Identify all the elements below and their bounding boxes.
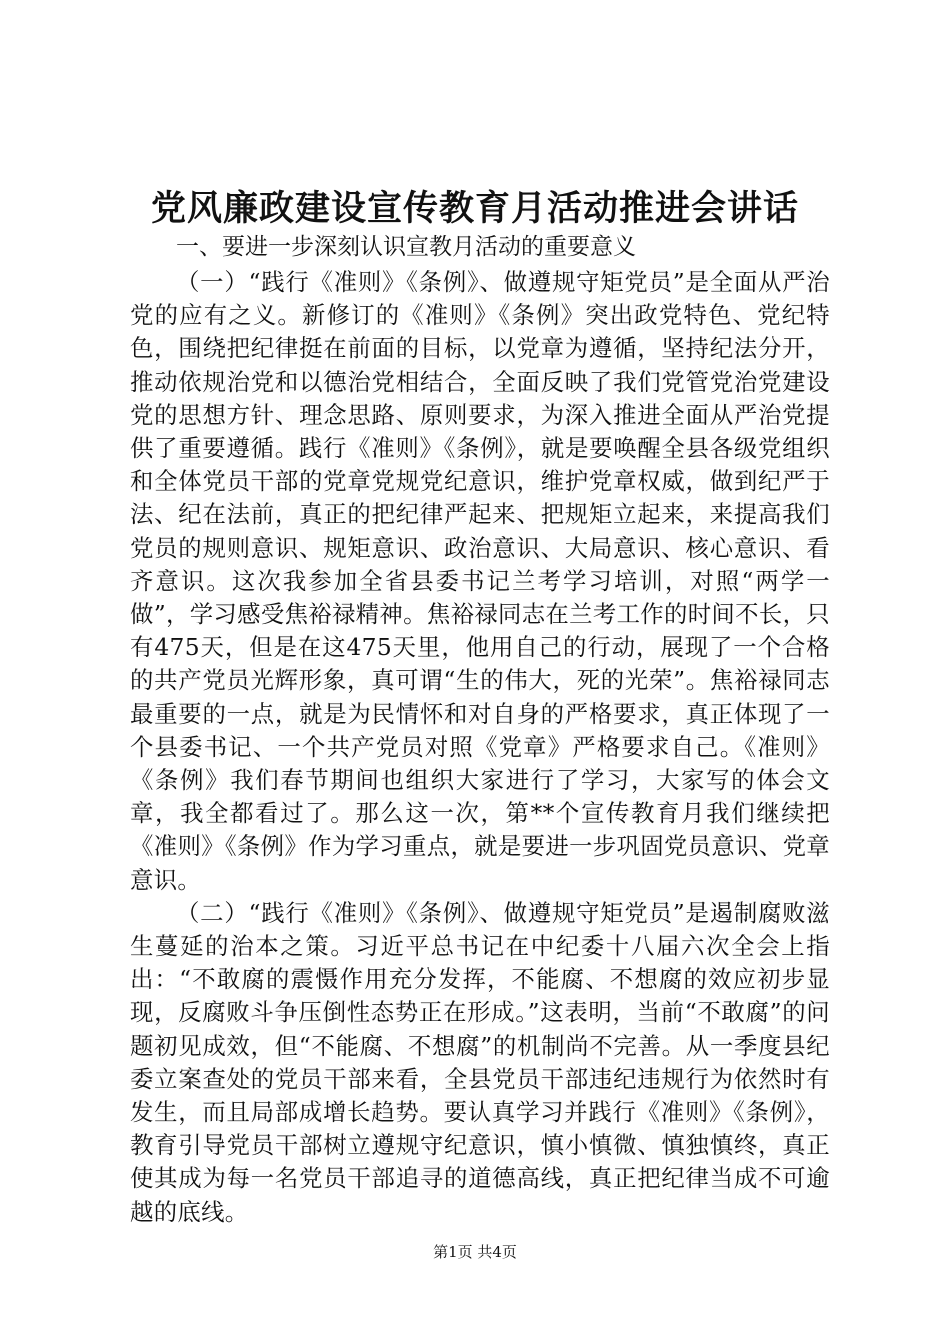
paragraph-1: （一）“践行《准则》《条例》、做遵规守矩党员”是全面从严治党的应有之义。新修订的《准则》《条例》突出政党特色、党纪特色，围绕把纪律挺在前面的目标，以党章为遵循，坚持纪法分开，推动依规治党和以德治党相结合，全面反映了我们党管党治党建设党的思想方针、理念思路、原则要求，为深入推进全面从严治党提供了重要遵循。践行《准则》《条例》，就是要唤醒全县各级党组织和全体党员干部的党章党规党纪意识，维护党章权威，做到纪严于法、纪在法前，真正的把纪律严起来、把规矩立起来，来提高我们党员的规则意识、规矩意识、政治意识、大局意识、核心意识、看齐意识。这次我参加全省县委书记兰考学习培训，对照“两学一做”，学习感受焦裕禄精神。焦裕禄同志在兰考工作的时间不长，只有475天，但是在这475天里，他用自己的行动，展现了一个合格的共产党员光辉形象，真可谓“生的伟大，死的光荣”。焦裕禄同志最重要的一点，就是为民情怀和对自身的严格要求，真正体现了一个县委书记、一个共产党员对照《党章》严格要求自己。《准则》《条例》我们春节期间也组织大家进行了学习，大家写的体会文章，我全都看过了。那么这一次，第**个宣传教育月我们继续把《准则》《条例》作为学习重点，就是要进一步巩固党员意识、党章意识。 [130,268,830,894]
paragraph-2: （二）“践行《准则》《条例》、做遵规守矩党员”是遏制腐败滋生蔓延的治本之策。习近平总书记在中纪委十八届六次全会上指出：“不敢腐的震慑作用充分发挥，不能腐、不想腐的效应初步显现，反腐败斗争压倒性态势正在形成。”这表明，当前“不敢腐”的问题初见成效，但“不能腐、不想腐”的机制尚不完善。从一季度县纪委立案查处的党员干部来看，全县党员干部违纪违规行为依然时有发生，而且局部成增长趋势。要认真学习并践行《准则》《条例》，教育引导党员干部树立遵规守纪意识，慎小慎微、慎独慎终，真正使其成为每一名党员干部追寻的道德高线，真正把纪律当成不可逾越的底线。 [130,898,830,1226]
document-body [130,231,830,1229]
page-number-footer: 第1页 共4页 [433,1243,517,1261]
document-title: 党风廉政建设宣传教育月活动推进会讲话 [150,188,799,229]
section-heading: 一、要进一步深刻认识宣教月活动的重要意义 [176,234,636,260]
